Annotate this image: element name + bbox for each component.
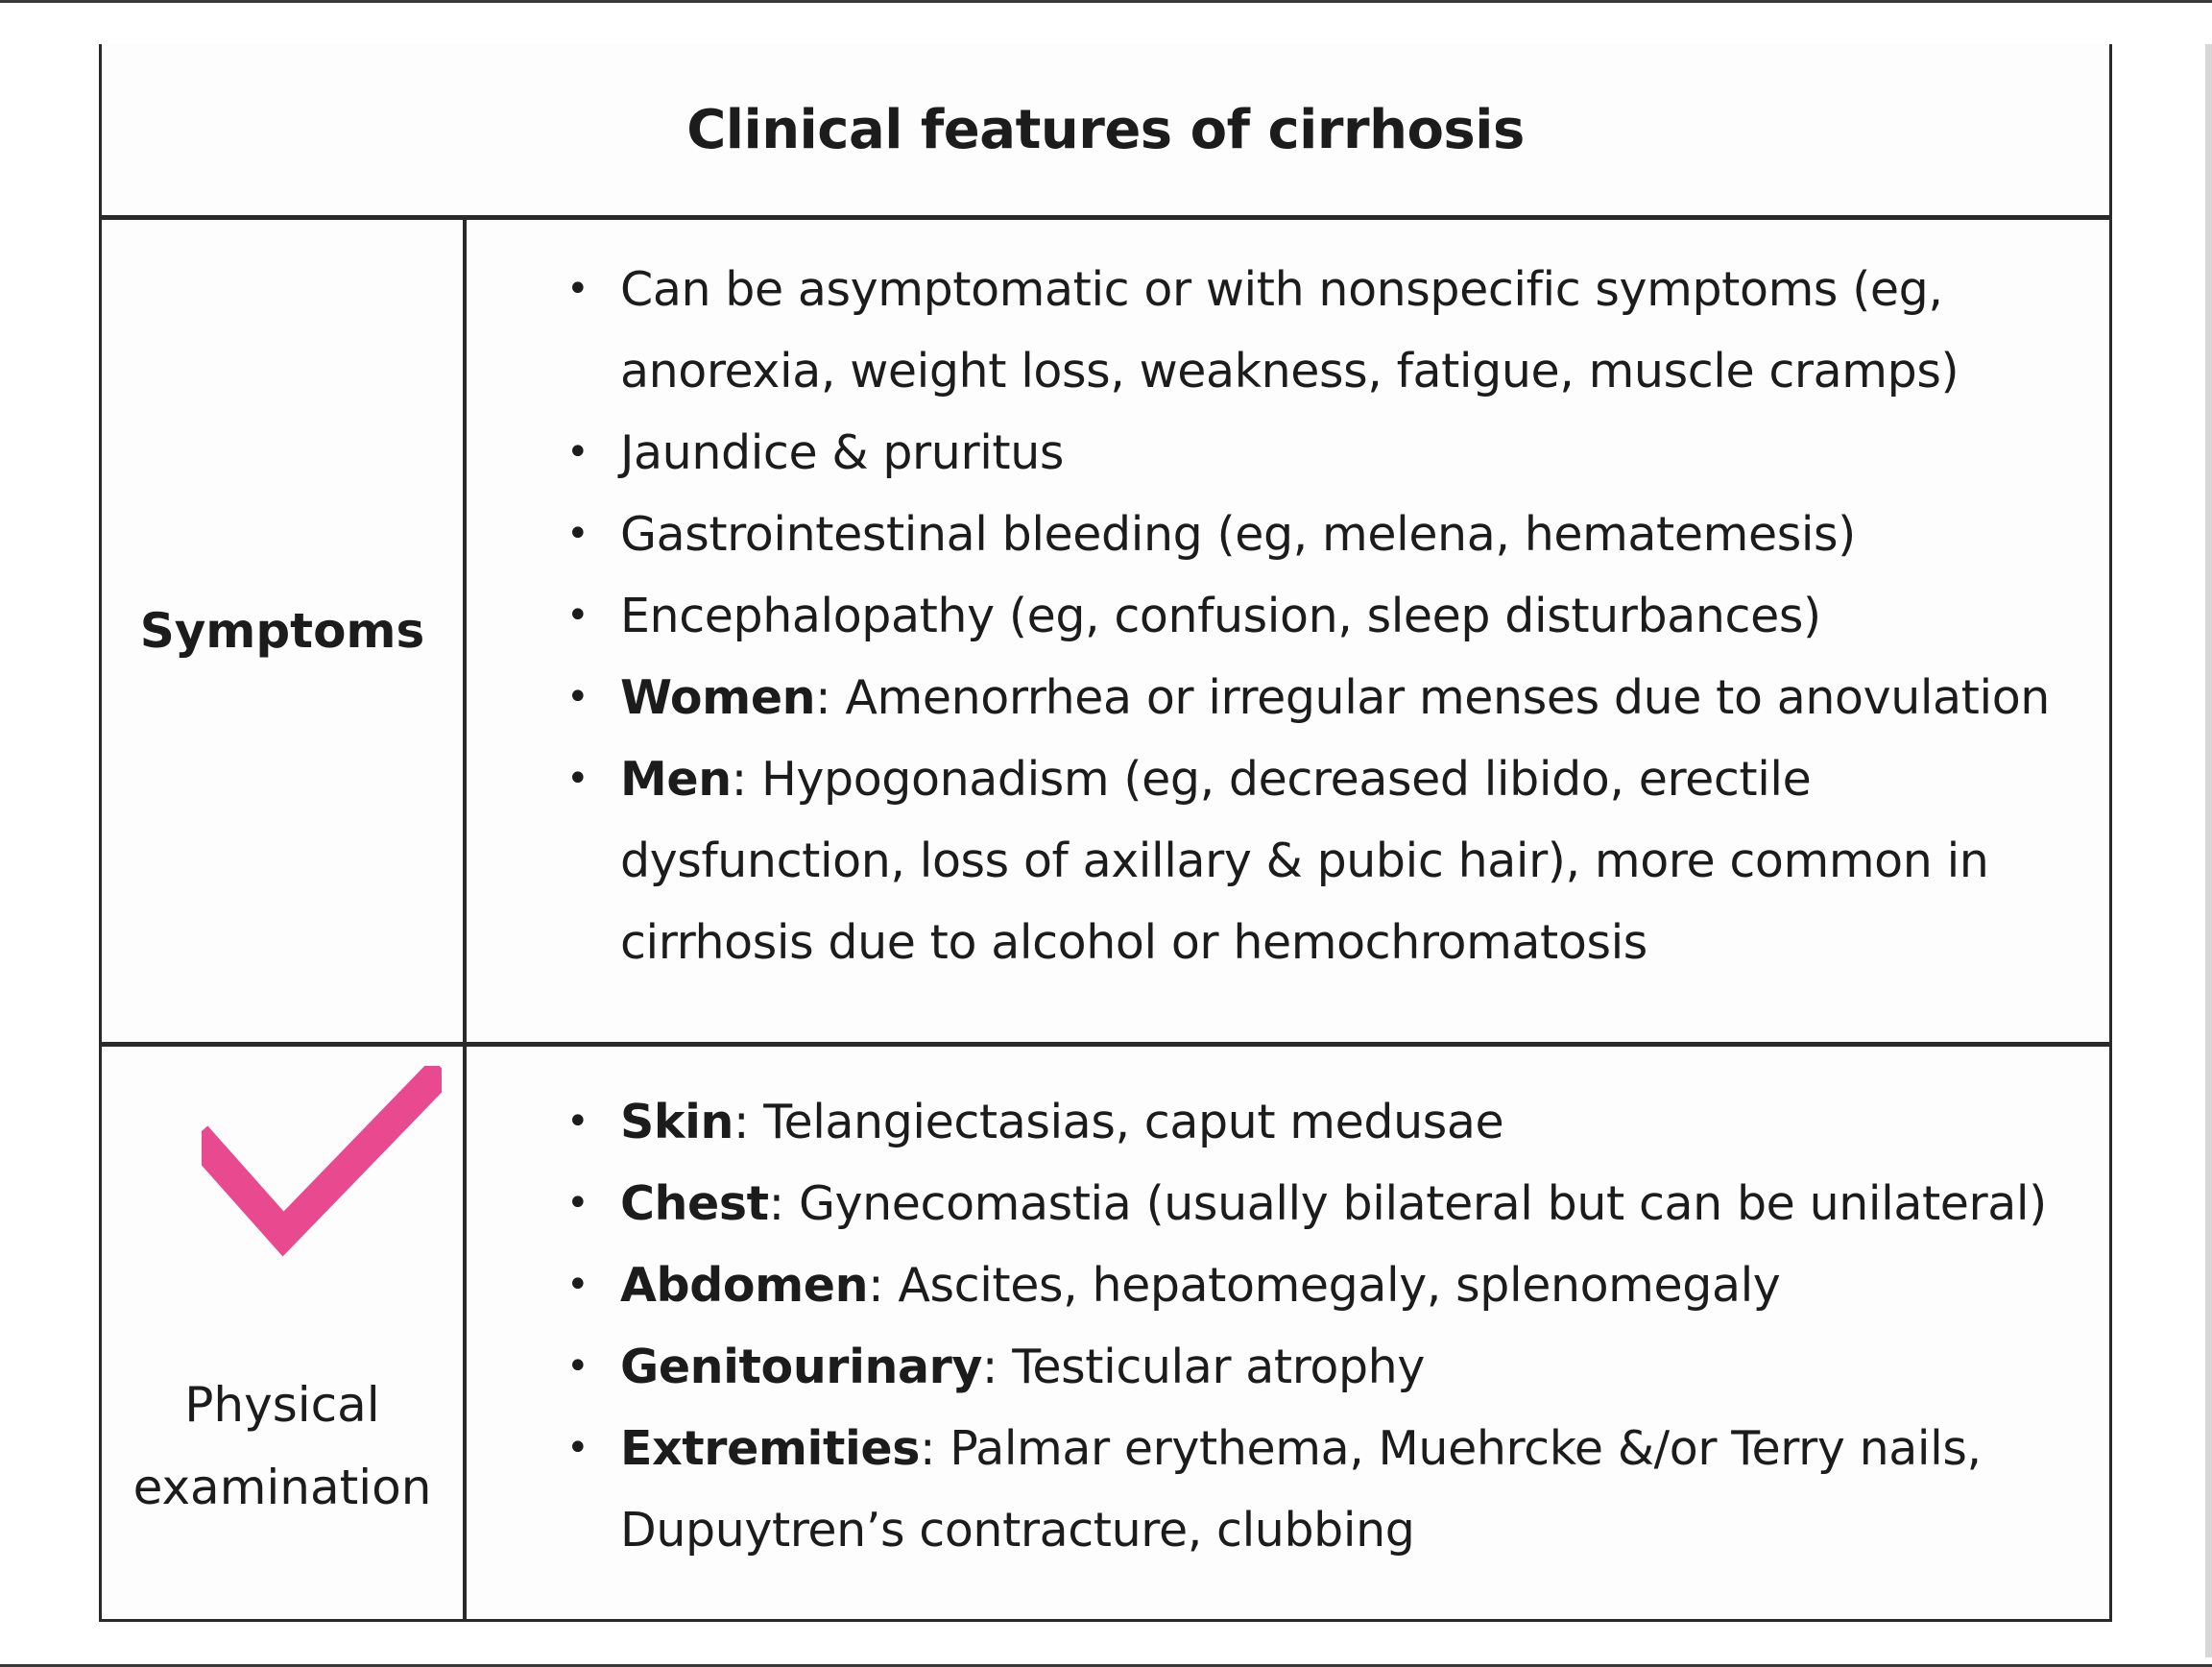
item-text-continued: Dupuytren’s contracture, clubbing (620, 1503, 1415, 1558)
bullet-icon: • (566, 1426, 589, 1470)
bullet-icon: • (566, 430, 589, 474)
list-item (566, 1081, 2071, 1163)
bullet-icon: • (566, 267, 589, 311)
item-term: Genitourinary (620, 1340, 982, 1394)
list-item (566, 738, 2071, 983)
list-item (566, 1326, 2071, 1408)
symptoms-row (102, 220, 2109, 1047)
list-item (566, 1244, 2071, 1326)
bullet-icon: • (566, 1263, 589, 1307)
item-term: Skin (620, 1095, 733, 1149)
item-text: : Testicular atrophy (981, 1340, 1425, 1394)
list-item (566, 412, 2071, 494)
item-term: Extremities (620, 1421, 920, 1476)
table-title: Clinical features of cirrhosis (102, 44, 2109, 220)
list-item (566, 249, 2071, 412)
label-line: examination (132, 1459, 432, 1515)
checkmark-icon (202, 1066, 442, 1258)
item-text: : Amenorrhea or irregular menses due to anovulation (815, 670, 2050, 725)
bullet-icon: • (566, 757, 589, 801)
bullet-icon: • (566, 1344, 589, 1389)
side-strip (2205, 44, 2212, 1657)
physical-exam-list (566, 1081, 2071, 1571)
bullet-icon: • (566, 1099, 589, 1144)
clinical-features-table (99, 44, 2112, 1622)
label-line: Physical (184, 1376, 380, 1433)
item-term: Women (620, 670, 816, 725)
list-item (566, 1408, 2071, 1571)
list-item (566, 494, 2071, 575)
bullet-icon: • (566, 675, 589, 719)
item-text: : Hypogonadism (eg, decreased libido, erectile (731, 752, 1812, 807)
item-term: Chest (620, 1176, 769, 1231)
item-text-continued: dysfunction, loss of axillary & pubic hair), more common in (620, 834, 1989, 888)
item-text: : Ascites, hepatomegaly, splenomegaly (868, 1258, 1781, 1313)
item-term: Men (620, 752, 732, 807)
item-text: Gastrointestinal bleeding (eg, melena, hematemesis) (620, 507, 1856, 562)
symptoms-label: Symptoms (102, 220, 467, 1042)
bullet-icon: • (566, 593, 589, 638)
item-text-continued: anorexia, weight loss, weakness, fatigue, muscle cramps) (620, 344, 1960, 399)
bullet-icon: • (566, 512, 589, 556)
item-text: Jaundice & pruritus (620, 425, 1065, 480)
bullet-icon: • (566, 1181, 589, 1225)
item-text-continued: cirrhosis due to alcohol or hemochromatosis (620, 915, 1647, 970)
item-text: : Gynecomastia (usually bilateral but can be unilateral) (768, 1176, 2047, 1231)
item-text: : Palmar erythema, Muehrcke &/or Terry nails, (919, 1421, 1982, 1476)
physical-exam-content (467, 1047, 2109, 1619)
list-item (566, 1163, 2071, 1244)
item-text: : Telangiectasias, caput medusae (733, 1095, 1504, 1149)
item-text: Encephalopathy (eg, confusion, sleep disturbances) (620, 589, 1821, 643)
list-item (566, 575, 2071, 657)
symptoms-list (566, 249, 2071, 983)
list-item (566, 657, 2071, 738)
item-text: Can be asymptomatic or with nonspecific symptoms (eg, (620, 262, 1943, 317)
item-term: Abdomen (620, 1258, 869, 1313)
symptoms-content (467, 220, 2109, 1042)
